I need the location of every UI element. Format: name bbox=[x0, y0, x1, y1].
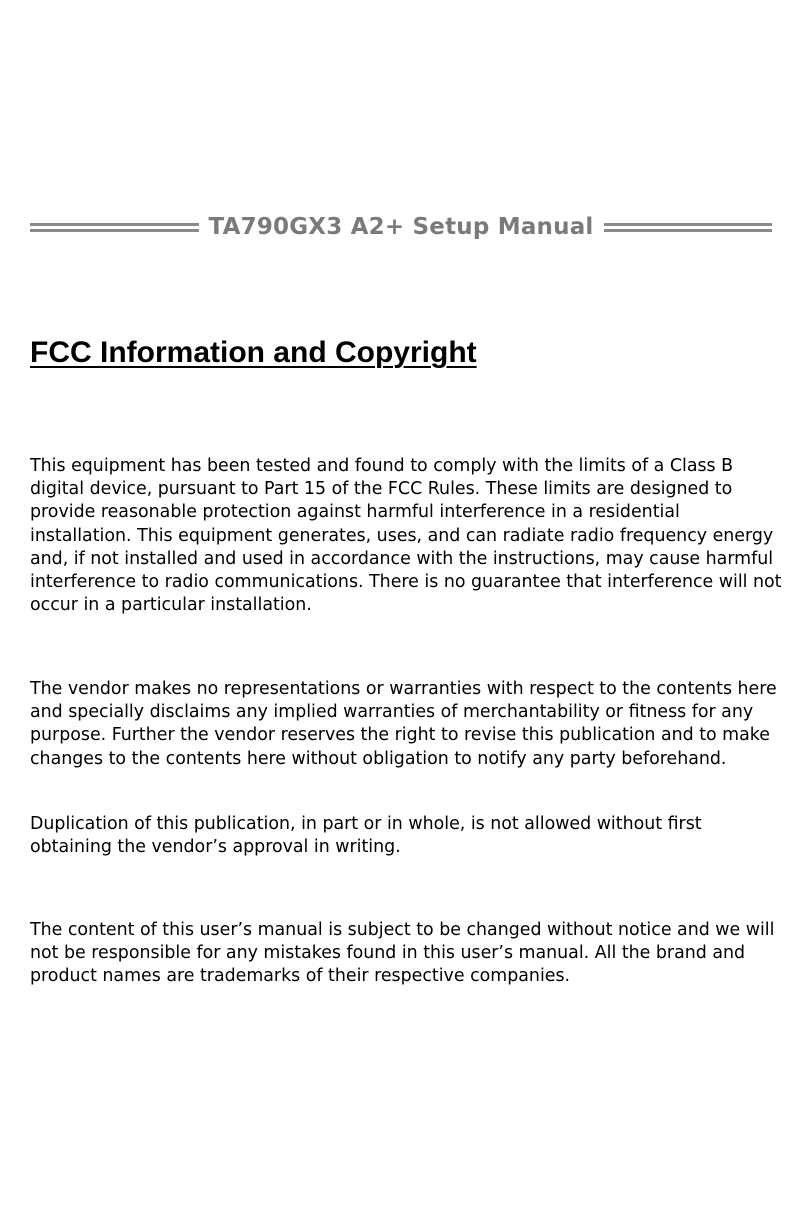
header-rule-left bbox=[30, 223, 199, 232]
duplication-notice-paragraph: Duplication of this publication, in part or in whole, is not allowed without first obtaining the vendor’s approval in writing. bbox=[30, 814, 702, 858]
running-header bbox=[30, 210, 772, 244]
page-title: FCC Information and Copyright bbox=[30, 336, 477, 369]
manual-title: TA790GX3 A2+ Setup Manual bbox=[208, 214, 594, 240]
trademark-notice-paragraph: The content of this user’s manual is subject to be changed without notice and we will not be responsible for any mistakes found in this user’s manual. All the brand and product names are trademarks of their respective companies. bbox=[30, 920, 775, 987]
header-rule-right bbox=[604, 223, 773, 232]
warranty-disclaimer-paragraph: The vendor makes no representations or warranties with respect to the contents here and specially disclaims any implied warranties of merchantability or fitness for any purpose. Further the vendor reserves the right to revise this publication and to make changes to the contents here without obligation to notify any party beforehand. bbox=[30, 679, 777, 769]
fcc-compliance-paragraph: This equipment has been tested and found to comply with the limits of a Class B digital device, pursuant to Part 15 of the FCC Rules. These limits are designed to provide reasonable protection against harmful interference in a residential installation. This equipment generates, uses, and can radiate radio frequency energy and, if not installed and used in accordance with the instructions, may cause harmful interference to radio communications. There is no guarantee that interference will not occur in a particular installation. bbox=[30, 456, 782, 616]
